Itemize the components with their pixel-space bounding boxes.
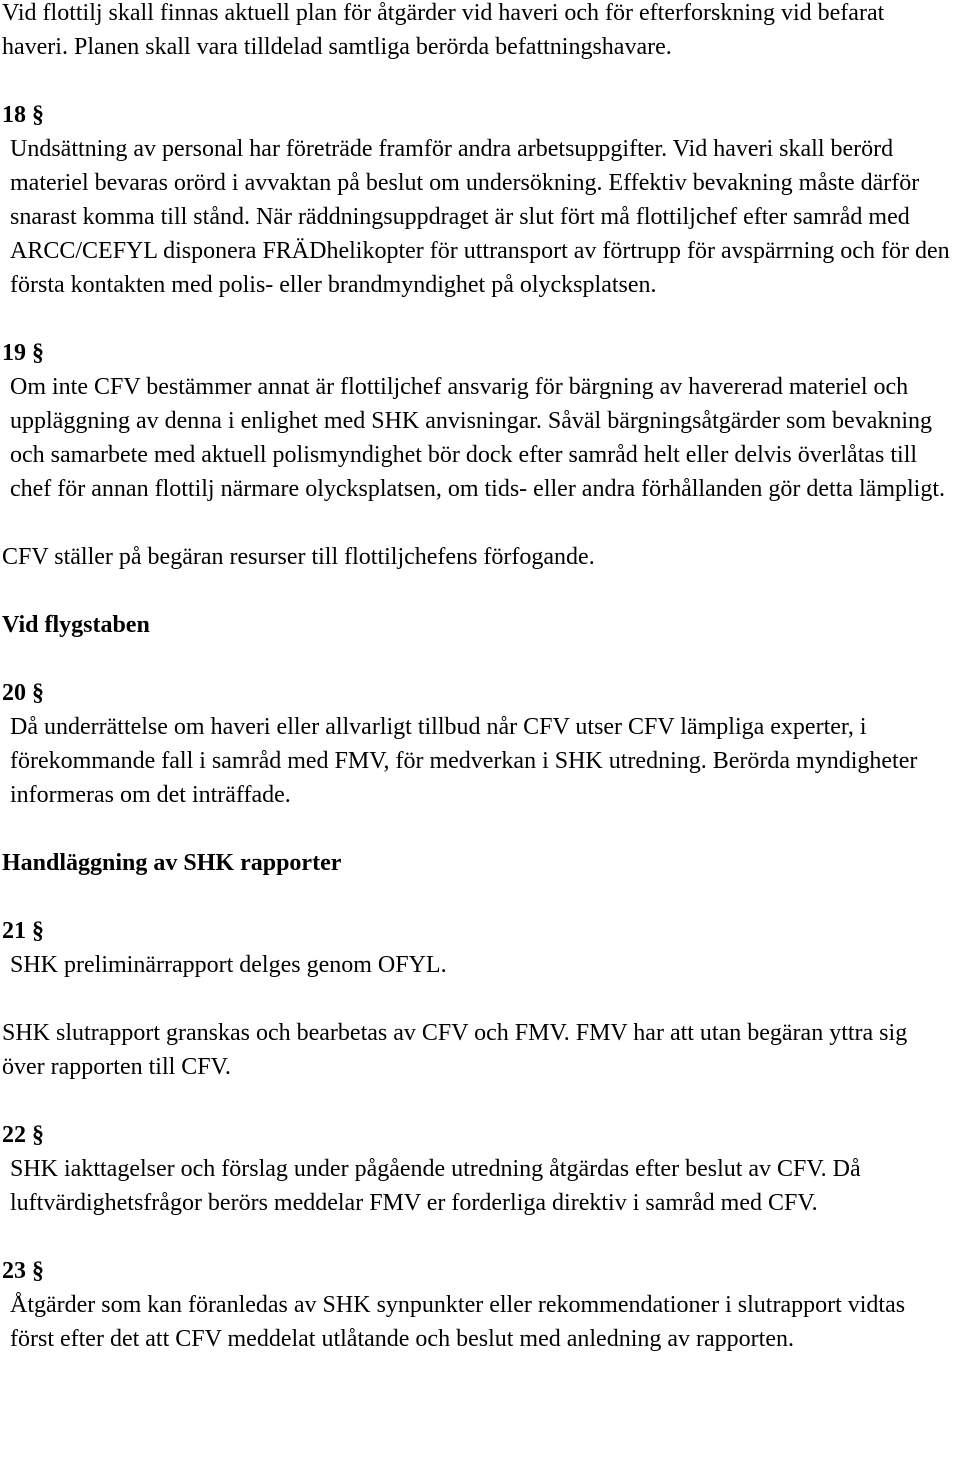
intro-paragraph: Vid flottilj skall finnas aktuell plan för åtgärder vid haveri och för efterforskning vid befarat haveri. Planen skall vara tilldelad samtliga berörda befattningshavare. [2, 0, 885, 60]
section-18-paragraph: Undsättning av personal har företräde framför andra arbetsuppgifter. Vid haveri skall berörd materiel bevaras orörd i avvaktan på beslut om undersökning. Effektiv bevakning måste därför snarast komma till stånd. När räddningsuppdraget är slut fört må flottiljchef efter samråd med ARCC/CEFYL disponera FRÄDhelikopter för uttransport av förtrupp för avspärrning och för den första kontakten med polis- eller brandmyndighet på olycksplatsen. [10, 136, 950, 298]
section-19-number: 19 § [2, 340, 44, 366]
section-21-paragraph-2: SHK slutrapport granskas och bearbetas av CFV och FMV. FMV har att utan begäran yttra sig över rapporten till CFV. [2, 1020, 908, 1080]
section-20-number: 20 § [2, 680, 44, 706]
section-22-paragraph: SHK iakttagelser och förslag under pågående utredning åtgärdas efter beslut av CFV. Då luftvärdighetsfrågor berörs meddelar FMV er forderliga direktiv i samråd med CFV. [10, 1156, 861, 1216]
section-18-number: 18 § [2, 102, 44, 128]
heading-handlaggning: Handläggning av SHK rapporter [2, 850, 342, 876]
section-19-paragraph: Om inte CFV bestämmer annat är flottiljchef ansvarig för bärgning av havererad materiel och uppläggning av denna i enlighet med SHK anvisningar. Såväl bärgningsåtgärder som bevakning och samarbete med aktuell polismyndighet bör dock efter samråd helt eller delvis överlåtas till chef för annan flottilj närmare olycksplatsen, om tids- eller andra förhållanden gör detta lämpligt. [10, 374, 946, 502]
heading-vid-flygstaben: Vid flygstaben [2, 612, 150, 638]
section-20-paragraph: Då underrättelse om haveri eller allvarligt tillbud når CFV utser CFV lämpliga experter, i förekommande fall i samråd med FMV, för medverkan i SHK utredning. Berörda myndigheter informeras om det inträffade. [10, 714, 918, 808]
section-22-number: 22 § [2, 1122, 44, 1148]
section-23-paragraph: Åtgärder som kan föranledas av SHK synpunkter eller rekommendationer i slutrapport vidtas först efter det att CFV meddelat utlåtande och beslut med anledning av rapporten. [10, 1292, 906, 1352]
section-21-number: 21 § [2, 918, 44, 944]
section-19-paragraph-2: CFV ställer på begäran resurser till flottiljchefens förfogande. [2, 544, 595, 570]
section-23-number: 23 § [2, 1258, 44, 1284]
section-21-paragraph: SHK preliminärrapport delges genom OFYL. [10, 952, 447, 978]
